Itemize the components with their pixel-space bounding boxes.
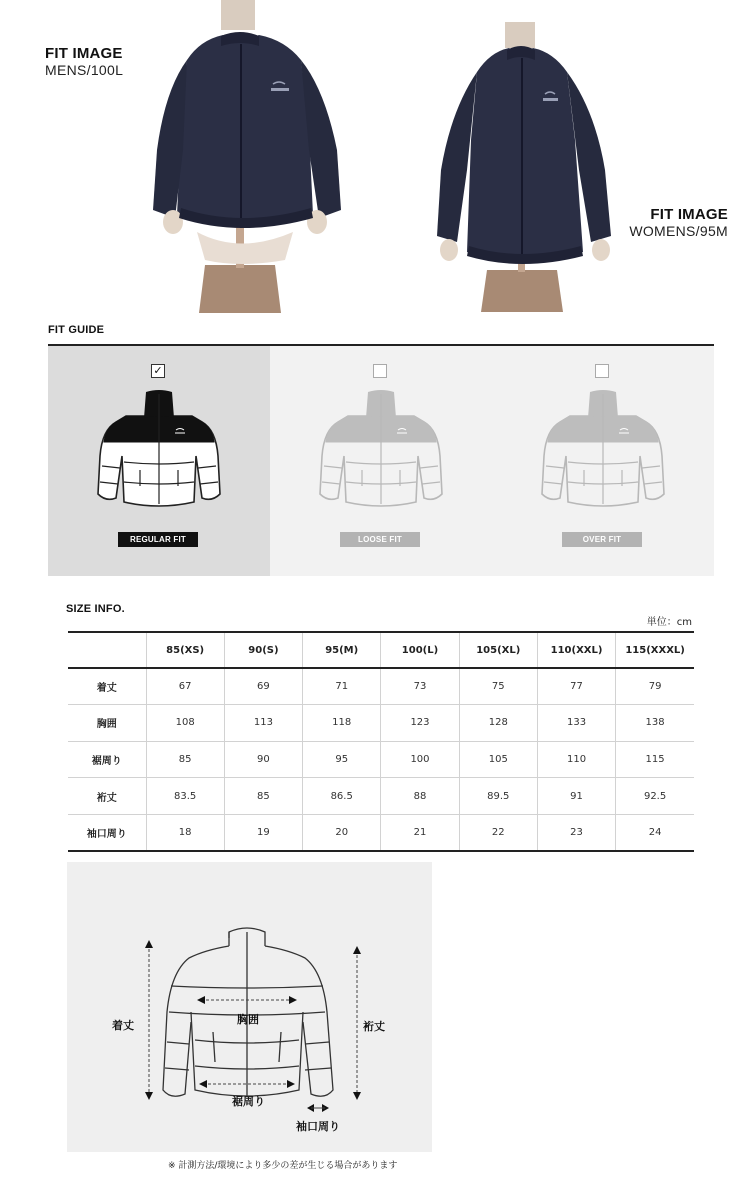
- table-cell: 108: [146, 705, 224, 742]
- table-cell: 18: [146, 814, 224, 851]
- row-label: 着丈: [68, 668, 146, 705]
- over-fit-jacket-icon: [540, 386, 666, 516]
- table-cell: 91: [537, 778, 615, 815]
- table-cell: 85: [224, 778, 302, 815]
- table-cell: 138: [616, 705, 694, 742]
- row-label: 胸囲: [68, 705, 146, 742]
- size-unit: 単位：cm: [646, 617, 692, 628]
- loose-fit-jacket-icon: [318, 386, 444, 516]
- fit-image-title: FIT IMAGE: [650, 206, 728, 223]
- table-cell: 128: [459, 705, 537, 742]
- table-cell: 67: [146, 668, 224, 705]
- table-cell: 79: [616, 668, 694, 705]
- table-cell: 115: [616, 741, 694, 778]
- table-cell: 86.5: [303, 778, 381, 815]
- row-label: 袖口周り: [68, 814, 146, 851]
- fit-image-size: MENS/100L: [45, 62, 124, 78]
- size-column-header: 100(L): [381, 632, 459, 668]
- table-cell: 69: [224, 668, 302, 705]
- table-row: [68, 705, 694, 742]
- table-cell: 113: [224, 705, 302, 742]
- table-cell: 89.5: [459, 778, 537, 815]
- fit-image-title: FIT IMAGE: [45, 45, 123, 62]
- table-cell: 90: [224, 741, 302, 778]
- fit-option-over: [492, 346, 714, 576]
- size-table-header-row: [68, 632, 694, 668]
- fit-label-regular: REGULAR FIT: [118, 532, 198, 547]
- table-cell: 71: [303, 668, 381, 705]
- table-cell: 123: [381, 705, 459, 742]
- table-cell: 100: [381, 741, 459, 778]
- fit-image-label-womens: [629, 206, 728, 240]
- table-cell: 92.5: [616, 778, 694, 815]
- table-cell: 21: [381, 814, 459, 851]
- table-cell: 88: [381, 778, 459, 815]
- fit-checkbox-over: [595, 364, 609, 378]
- table-cell: 95: [303, 741, 381, 778]
- row-label: 裄丈: [68, 778, 146, 815]
- table-row: [68, 778, 694, 815]
- table-cell: 110: [537, 741, 615, 778]
- size-table-corner: [68, 632, 146, 668]
- measurement-diagram: [67, 862, 432, 1152]
- womens-fit-photo: [415, 0, 655, 320]
- fit-option-loose: [270, 346, 492, 576]
- size-column-header: 90(S): [224, 632, 302, 668]
- measure-chest-label: 胸囲: [237, 1013, 259, 1026]
- size-column-header: 110(XXL): [537, 632, 615, 668]
- fit-option-regular: [48, 346, 270, 576]
- table-cell: 83.5: [146, 778, 224, 815]
- size-column-header: 115(XXXL): [616, 632, 694, 668]
- table-cell: 85: [146, 741, 224, 778]
- measure-sleeve-label: 裄丈: [363, 1020, 385, 1033]
- measurement-note: ※ 計測方法/環境により多少の差が生じる場合があります: [168, 1161, 398, 1171]
- size-column-header: 95(M): [303, 632, 381, 668]
- table-cell: 23: [537, 814, 615, 851]
- measure-length-label: 着丈: [112, 1019, 134, 1032]
- mens-fit-photo: [125, 0, 365, 320]
- table-row: [68, 668, 694, 705]
- measure-cuff-label: 袖口周り: [296, 1120, 340, 1133]
- table-cell: 19: [224, 814, 302, 851]
- table-cell: 24: [616, 814, 694, 851]
- table-cell: 105: [459, 741, 537, 778]
- size-info-title: SIZE INFO.: [66, 603, 125, 615]
- table-cell: 73: [381, 668, 459, 705]
- size-column-header: 85(XS): [146, 632, 224, 668]
- table-cell: 77: [537, 668, 615, 705]
- fit-checkbox-loose: [373, 364, 387, 378]
- size-table: [68, 631, 694, 852]
- table-row: [68, 814, 694, 851]
- table-row: [68, 741, 694, 778]
- fit-guide-title: FIT GUIDE: [48, 324, 105, 336]
- table-cell: 75: [459, 668, 537, 705]
- fit-image-size: WOMENS/95M: [629, 223, 728, 239]
- size-column-header: 105(XL): [459, 632, 537, 668]
- regular-fit-jacket-icon: [96, 386, 222, 516]
- measure-hem-label: 裾周り: [232, 1095, 265, 1108]
- table-cell: 22: [459, 814, 537, 851]
- table-cell: 133: [537, 705, 615, 742]
- fit-label-over: OVER FIT: [562, 532, 642, 547]
- row-label: 裾周り: [68, 741, 146, 778]
- fit-image-label-mens: [45, 45, 123, 79]
- table-cell: 118: [303, 705, 381, 742]
- fit-label-loose: LOOSE FIT: [340, 532, 420, 547]
- fit-checkbox-regular: ✓: [151, 364, 165, 378]
- table-cell: 20: [303, 814, 381, 851]
